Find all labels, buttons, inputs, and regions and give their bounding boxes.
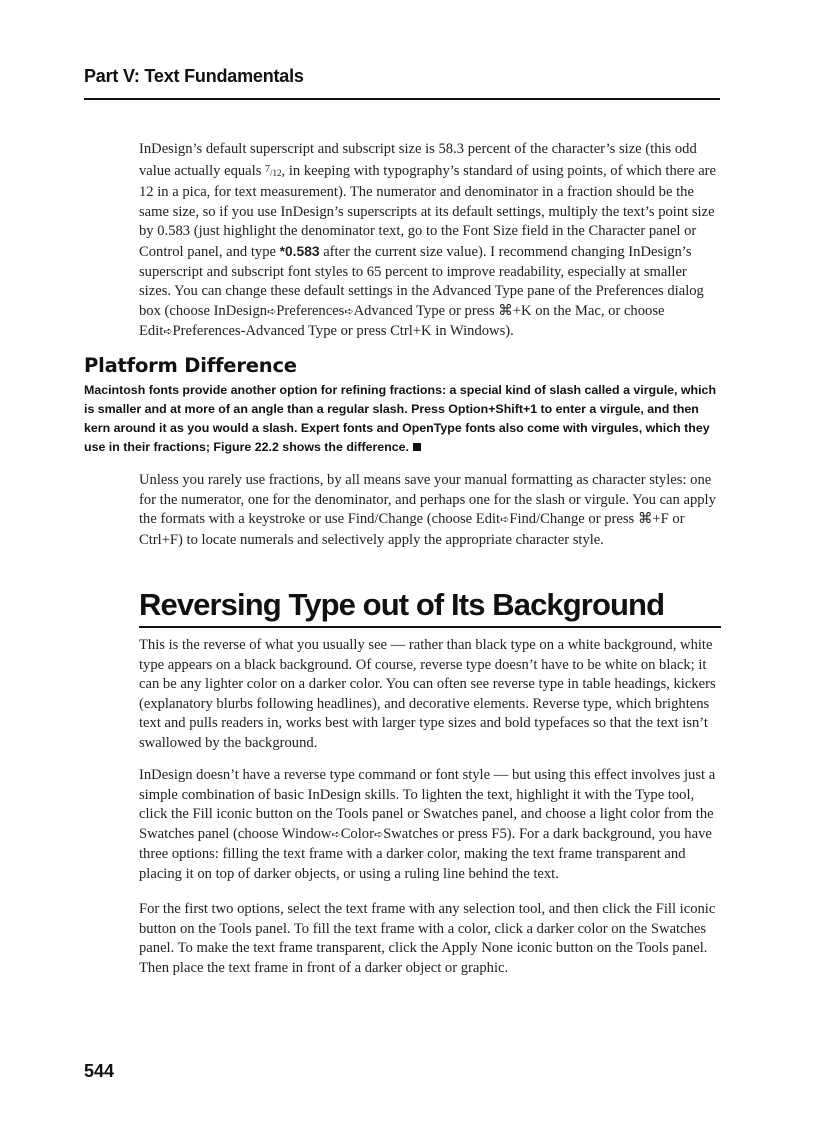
paragraph-reverse-type: This is the reverse of what you usually see — rather than black type on a white background, white type appears on a black background. Of course, reverse type doesn’t have to be white on black; it can be any lighter color on a darker color. You can often see reverse type in table headings, kickers (explanatory blurbs following headlines), and decorative elements. Reverse type, which brightens text and pulls readers in, works best with larger type sizes and bold typefaces so that the text isn’t swallowed by the background.: [139, 637, 716, 751]
menu-arrow-icon: ➪: [373, 828, 384, 841]
note-text: Macintosh fonts provide another option for refining fractions: a special kind of slash called a virgule, which is smaller and at more of an angle than a regular slash. Press Option+Shift+1 to enter a virgule, and then kern around it as you would a slash. Expert fonts and OpenType fonts also come with virgules, which they use in their fractions; Figure 22.2 shows the difference.: [84, 383, 717, 454]
p1-text-b: , in keeping with typography’s standard of using points, of which there are 12 in a pica, for text measurement). The numerator and denominator in a fraction should be the same size, so if you use InDesign’s superscripts at its default settings, multiply the text’s point size by 0.583 (just highlight the denominator text, go to the Font Size field in the Character panel or Control panel, and type: [139, 162, 717, 260]
p4-text-c: Swatches or press F5). For a dark background, you have three options: filling the text frame with a darker color, making the text frame transparent and placing it on top of darker objects, or using a ruling line behind the text.: [139, 825, 712, 882]
p2-text-a: Unless you rarely use fractions, by all means save your manual formatting as character styles: one for the numerator, one for the denominator, and perhaps one for the slash or virgule. You can apply the formats with a keystroke or use Find/Change (choose Edit: [139, 472, 716, 528]
menu-arrow-icon: ➪: [267, 305, 277, 318]
menu-arrow-icon: ➪: [344, 305, 354, 318]
p1-text-c: after the current size value). I recommend changing InDesign’s superscript and subscript font styles to 65 percent to improve readability, especially at smaller sizes. You can change these default settings in the Advanced Type pane of the Preferences dialog box (choose InDesign: [139, 243, 704, 319]
section-heading: Reversing Type out of Its Background: [139, 586, 721, 628]
paragraph-reverse-command: [139, 766, 721, 885]
platform-difference-title: Platform Difference: [84, 354, 297, 377]
fraction-denominator: /12: [270, 167, 282, 178]
p4-text-a: InDesign doesn’t have a reverse type command or font style — but using this effect involves just a simple combination of basic InDesign skills. To lighten the text, highlight it with the Type tool, click the Fill iconic button on the Tools panel or Swatches panel, and choose a light color from the Swatches panel (choose Window: [139, 767, 716, 842]
page-number: 544: [84, 1061, 115, 1081]
paragraph-fill-options: For the first two options, select the text frame with any selection tool, and then click the Fill iconic button on the Tools panel. To fill the text frame with a color, click a darker color on the Swatches panel. To make the text frame transparent, click the Apply None iconic button on the Tools panel. Then place the text frame in front of a darker object or graphic.: [139, 901, 716, 976]
header-rule: [84, 98, 720, 100]
menu-arrow-icon: ➪: [500, 514, 510, 527]
p4-text-b: Color: [340, 825, 374, 842]
paragraph-character-styles: [139, 471, 721, 550]
header-title: Part V: Text Fundamentals: [84, 66, 304, 86]
menu-arrow-icon: ➪: [331, 828, 341, 841]
fraction-numerator: 7: [265, 163, 271, 175]
platform-difference-body: [84, 381, 724, 457]
menu-arrow-icon: ➪: [163, 326, 173, 339]
end-square-icon: [413, 443, 421, 451]
p1-text-d: Preferences: [276, 302, 345, 319]
p1-text-a: InDesign’s default superscript and subscript size is 58.3 percent of the character’s size (this odd value actually equals: [139, 141, 697, 179]
inline-code: *0.583: [279, 243, 320, 259]
p1-text-e: Advanced Type or press ⌘+K on the Mac, or choose Edit: [139, 302, 665, 340]
p1-text-f: Preferences-Advanced Type or press Ctrl+K in Windows).: [172, 323, 514, 340]
p2-text-b: Find/Change or press ⌘+F or Ctrl+F) to locate numerals and selectively apply the appropriate character style.: [139, 511, 685, 548]
running-header: [84, 66, 720, 87]
paragraph-superscript-size: [139, 140, 721, 343]
